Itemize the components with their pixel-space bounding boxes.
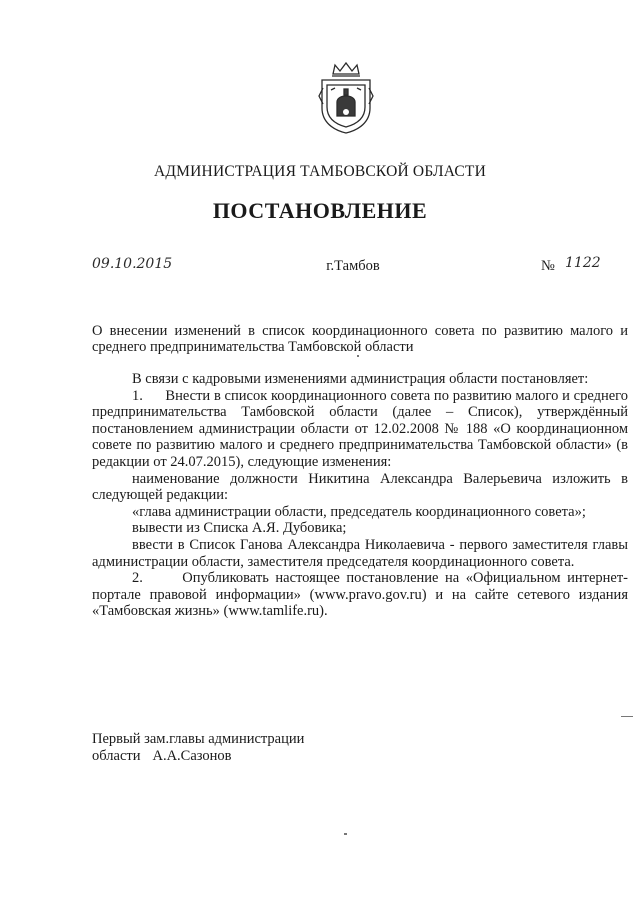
document-city: г.Тамбов <box>326 258 380 274</box>
coat-of-arms-emblem <box>317 60 375 134</box>
document-subject: О внесении изменений в список координационного совета по развитию малого и среднего предпринимательства Тамбовской области <box>92 323 628 355</box>
item-2: 2. Опубликовать настоящее постановление на «Официальном интернет-портале правовой информации» (www.pravo.gov.ru) и на сайте сетевого издания «Тамбовская жизнь» (www.tamlife.ru). <box>92 570 628 620</box>
signer-name: А.А.Сазонов <box>152 748 232 764</box>
signer-position-cont <box>92 748 304 765</box>
document-type-title: ПОСТАНОВЛЕНИЕ <box>212 198 428 223</box>
change-3: ввести в Список Ганова Александра Николаевича - первого заместителя главы администрации области, заместителя председателя координационного совета. <box>92 536 628 570</box>
scan-mark <box>344 833 347 835</box>
signature-block <box>92 731 304 765</box>
signer-position-region: области <box>92 748 141 764</box>
scan-mark <box>357 355 359 357</box>
document-body <box>92 371 628 620</box>
item-1: 1. Внести в список координационного совета по развитию малого и среднего предпринимательства Тамбовской области (далее – Список), утверждённый постановлением администрации области от 12.02.2008 № 188 «О координационном совете по развитию малого и среднего предпринимательства Тамбовской области» (в редакции от 24.07.2015), следующие изменения: <box>92 387 628 470</box>
change-1-text: «глава администрации области, председатель координационного совета»; <box>132 503 586 520</box>
organization-title: АДМИНИСТРАЦИЯ ТАМБОВСКОЙ ОБЛАСТИ <box>154 163 486 180</box>
signer-position: Первый зам.главы администрации <box>92 731 305 747</box>
preamble: В связи с кадровыми изменениями администрация области постановляет: <box>132 371 589 387</box>
document-number-label: № <box>541 258 555 274</box>
document-date: 09.10.2015 <box>92 256 173 272</box>
change-2: вывести из Списка А.Я. Дубовика; <box>132 520 347 537</box>
document-number: 1122 <box>565 255 601 271</box>
scan-mark <box>621 716 633 717</box>
change-1: наименование должности Никитина Александра Валерьевича изложить в следующей редакции: <box>92 470 628 504</box>
